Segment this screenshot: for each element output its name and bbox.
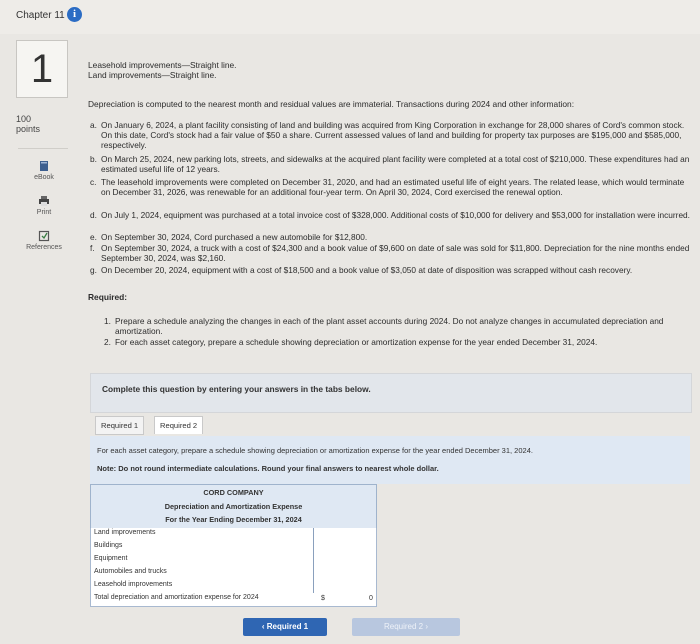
required-num: 2. xyxy=(104,337,111,347)
top-bar xyxy=(0,0,700,34)
item-label: b. xyxy=(90,154,97,164)
item-label: f. xyxy=(90,243,95,253)
required-item xyxy=(104,316,679,336)
method-land: Land improvements—Straight line. xyxy=(88,70,217,80)
instructions-note: Note: Do not round intermediate calculations. Round your final answers to nearest whole dollar. xyxy=(97,464,439,473)
panel-instruction: Complete this question by entering your answers in the tabs below. xyxy=(102,384,371,394)
intro-text: Depreciation is computed to the nearest month and residual values are immaterial. Transactions during 2024 and other information: xyxy=(88,99,575,109)
tab-required-2[interactable]: Required 2 xyxy=(154,416,203,434)
book-icon xyxy=(38,160,50,172)
item-text: On July 1, 2024, equipment was purchased at a total invoice cost of $328,000. Additional costs of $10,000 for delivery and $53,000 for installation were incurred. xyxy=(101,210,690,220)
chapter-label: Chapter 11 xyxy=(16,10,65,21)
method-leasehold: Leasehold improvements—Straight line. xyxy=(88,60,237,70)
total-value: 0 xyxy=(369,595,373,602)
points-label: points xyxy=(16,124,41,134)
required-num: 1. xyxy=(104,316,111,326)
amount-input[interactable] xyxy=(313,580,376,593)
tab-required-1[interactable]: Required 1 xyxy=(95,416,144,435)
item-text: The leasehold improvements were completed on December 31, 2020, and had an estimated useful life of eight years. The related lease, which would terminate on December 31, 2026, was renewable for an additional four-year term. On April 30, 2024, Cord exercised the renewal option. xyxy=(101,177,685,197)
table-row xyxy=(90,580,377,594)
sidebar-divider xyxy=(18,148,68,149)
ebook-button[interactable] xyxy=(22,160,66,181)
amount-input[interactable] xyxy=(313,567,376,580)
question-number: 1 xyxy=(16,40,68,98)
instructions-text: For each asset category, prepare a schedule showing depreciation or amortization expense for the year ended December 31, 2024. xyxy=(97,446,533,455)
item-label: e. xyxy=(90,232,97,242)
instructions-box xyxy=(90,436,690,484)
amount-input[interactable] xyxy=(313,554,376,567)
amount-input[interactable] xyxy=(313,528,376,541)
ebook-label: eBook xyxy=(34,174,54,181)
company-name: CORD COMPANY xyxy=(203,488,264,497)
table-row xyxy=(90,554,377,568)
total-row xyxy=(90,593,377,607)
table-row xyxy=(90,528,377,542)
table-row xyxy=(90,567,377,581)
chevron-left-icon: ‹ xyxy=(261,622,265,631)
required-text: For each asset category, prepare a schedule showing depreciation or amortization expense for the year ended December 31, 2024. xyxy=(115,337,598,347)
references-icon xyxy=(38,230,50,242)
references-button[interactable] xyxy=(22,230,66,251)
row-label: Buildings xyxy=(94,542,123,549)
prev-label: Required 1 xyxy=(266,622,309,631)
item-text: On March 25, 2024, new parking lots, streets, and sidewalks at the acquired plant facility were completed at a total cost of $210,000. These expenditures had an estimated useful life of 12 years. xyxy=(101,154,690,174)
expense-schedule xyxy=(90,484,375,614)
schedule-period: For the Year Ending December 31, 2024 xyxy=(165,515,302,524)
item-label: d. xyxy=(90,210,97,220)
item-text: On January 6, 2024, a plant facility consisting of land and building was acquired from King Corporation in exchange for 28,000 shares of Cord's common stock. On this date, Cord's stock had a fair value of $50 a share. Current assessed values of land and building for property tax purposes are $195,000 and $585,000, respectively. xyxy=(101,120,685,150)
list-item xyxy=(90,232,690,242)
row-label: Equipment xyxy=(94,555,128,562)
chevron-right-icon: › xyxy=(425,622,429,631)
references-label: References xyxy=(26,244,62,251)
next-required-button[interactable] xyxy=(352,618,460,636)
list-item xyxy=(90,265,690,285)
printer-icon xyxy=(38,195,50,207)
points-value xyxy=(16,114,56,134)
list-item xyxy=(90,154,690,174)
row-label: Leasehold improvements xyxy=(94,581,173,588)
list-item xyxy=(90,243,690,263)
row-label: Land improvements xyxy=(94,529,156,536)
list-item xyxy=(90,120,690,150)
list-item xyxy=(90,177,690,207)
item-text: On September 30, 2024, Cord purchased a new automobile for $12,800. xyxy=(101,232,368,242)
print-label: Print xyxy=(36,209,52,216)
amount-input[interactable] xyxy=(313,541,376,554)
print-button[interactable] xyxy=(22,195,66,216)
row-label: Automobiles and trucks xyxy=(94,568,167,575)
item-text: On September 30, 2024, a truck with a cost of $24,300 and a book value of $9,600 on date of sale was sold for $11,800. Depreciation for the nine months ended September 30, 2024, was $2,160. xyxy=(101,243,690,263)
next-label: Required 2 xyxy=(383,622,424,631)
item-label: a. xyxy=(90,120,97,130)
item-label: c. xyxy=(90,177,97,187)
list-item xyxy=(90,210,690,230)
required-item xyxy=(104,337,679,357)
schedule-header xyxy=(90,484,377,529)
item-text: On December 20, 2024, equipment with a cost of $18,500 and a book value of $3,050 at date of disposition was scrapped without cash recovery. xyxy=(101,265,633,275)
table-row xyxy=(90,541,377,555)
currency-symbol: $ xyxy=(321,595,325,602)
item-label: g. xyxy=(90,265,97,275)
tab-bar xyxy=(90,412,310,436)
required-heading: Required: xyxy=(88,292,128,302)
info-icon[interactable]: i xyxy=(67,7,82,22)
required-text: Prepare a schedule analyzing the changes in each of the plant asset accounts during 2024. Do not analyze changes in accumulated depreciation and amortization. xyxy=(115,316,664,336)
prev-required-button[interactable] xyxy=(243,618,327,636)
schedule-title: Depreciation and Amortization Expense xyxy=(164,502,303,511)
points-number: 100 xyxy=(16,114,32,124)
tabs-panel xyxy=(90,373,692,413)
total-label: Total depreciation and amortization expense for 2024 xyxy=(94,594,259,601)
